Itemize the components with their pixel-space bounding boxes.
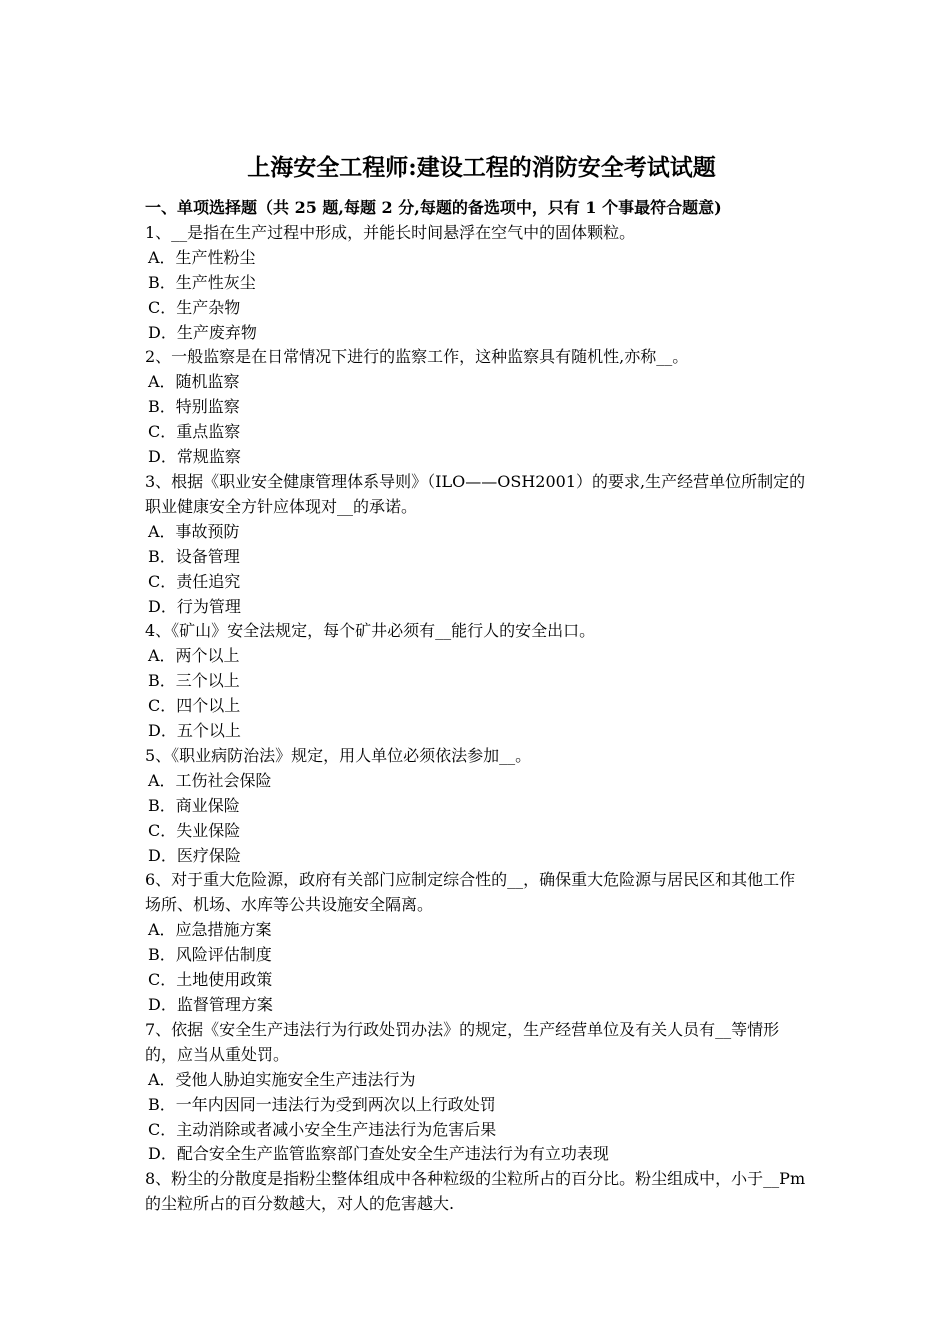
question-block <box>145 868 810 1017</box>
answer-option: D．常规监察 <box>148 447 241 467</box>
answer-option: A．事故预防 <box>148 521 240 541</box>
answer-option: D．行为管理 <box>148 596 241 616</box>
answer-option: B．一年内因同一违法行为受到两次以上行政处罚 <box>148 1094 496 1114</box>
question-block <box>145 1167 810 1217</box>
answer-option: B．商业保险 <box>148 795 240 815</box>
question-text: 3、根据《职业安全健康管理体系导则》（ILO——OSH2001）的要求,生产经营单位所制定的职业健康安全方针应体现对__的承诺。 <box>145 471 806 516</box>
answer-option: A．受他人胁迫实施安全生产违法行为 <box>148 1069 416 1089</box>
answer-option: D．配合安全生产监管监察部门查处安全生产违法行为有立功表现 <box>148 1144 609 1164</box>
document-title: 上海安全工程师:建设工程的消防安全考试试题 <box>247 154 716 181</box>
question-text: 4、《矿山》安全法规定，每个矿井必须有__能行人的安全出口。 <box>145 621 596 641</box>
question-list <box>145 221 810 1217</box>
answer-option: B．设备管理 <box>148 546 240 566</box>
answer-option: D．监督管理方案 <box>148 995 273 1014</box>
answer-option: C．四个以上 <box>148 696 241 716</box>
question-block <box>145 345 810 470</box>
answer-option: D．生产废弃物 <box>148 322 257 342</box>
question-block <box>145 221 810 346</box>
answer-option: C．生产杂物 <box>148 297 241 317</box>
answer-option: A．应急措施方案 <box>148 920 272 940</box>
question-block <box>145 619 810 744</box>
answer-option: C．重点监察 <box>148 422 241 442</box>
answer-option: D．五个以上 <box>148 721 241 741</box>
answer-option: C．主动消除或者减小安全生产违法行为危害后果 <box>148 1119 497 1139</box>
question-block <box>145 470 810 619</box>
section-heading: 一、单项选择题（共 25 题,每题 2 分,每题的备选项中，只有 1 个事最符合题意) <box>145 198 722 217</box>
answer-option: C．责任追究 <box>148 571 241 591</box>
answer-option: A．工伤社会保险 <box>148 770 272 790</box>
answer-option: D．医疗保险 <box>148 845 241 865</box>
question-text: 2、一般监察是在日常情况下进行的监察工作，这种监察具有随机性,亦称__。 <box>145 347 689 367</box>
document-page <box>145 150 810 1217</box>
answer-option: A．生产性粉尘 <box>148 247 256 267</box>
answer-option: B．生产性灰尘 <box>148 272 256 292</box>
question-text: 5、《职业病防治法》规定，用人单位必须依法参加__。 <box>145 745 532 765</box>
answer-option: B．风险评估制度 <box>148 945 272 965</box>
answer-option: B．特别监察 <box>148 397 240 417</box>
question-text: 1、__是指在生产过程中形成，并能长时间悬浮在空气中的固体颗粒。 <box>145 222 636 242</box>
answer-option: B．三个以上 <box>148 671 240 691</box>
question-block <box>145 744 810 869</box>
answer-option: C．失业保险 <box>148 820 241 840</box>
question-text: 7、依据《安全生产违法行为行政处罚办法》的规定，生产经营单位及有关人员有__等情形的，应当从重处罚。 <box>145 1019 780 1064</box>
question-text: 8、粉尘的分散度是指粉尘整体组成中各种粒级的尘粒所占的百分比。粉尘组成中，小于__Pm 的尘粒所占的百分数越大，对人的危害越大. <box>145 1169 806 1214</box>
answer-option: A．两个以上 <box>148 646 240 666</box>
answer-option: C．土地使用政策 <box>148 970 273 990</box>
answer-option: A．随机监察 <box>148 372 240 392</box>
question-text: 6、对于重大危险源，政府有关部门应制定综合性的__，确保重大危险源与居民区和其他工作场所、机场、水库等公共设施安全隔离。 <box>145 870 796 915</box>
question-block <box>145 1018 810 1167</box>
